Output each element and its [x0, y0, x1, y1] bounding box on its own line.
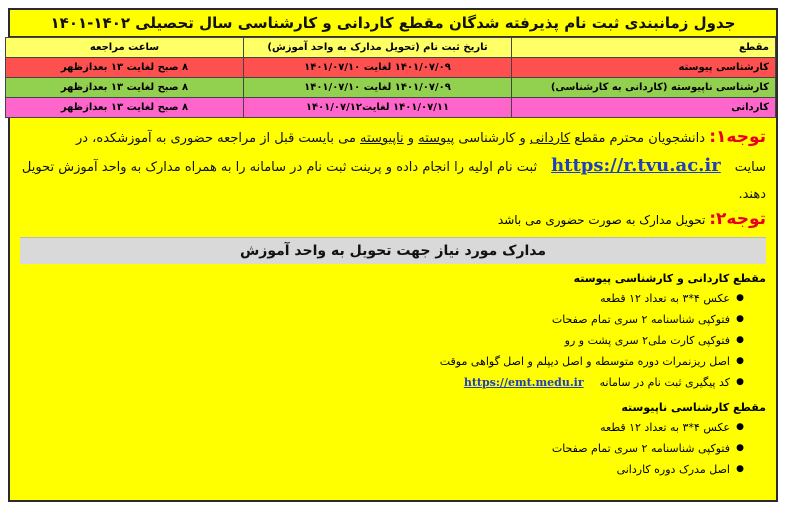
note-1-text: می بایست قبل از مراجعه حضوری به آموزشکده، در سایت	[75, 131, 766, 175]
schedule-notice	[8, 8, 778, 502]
table-row	[6, 58, 776, 78]
documents-list-2	[10, 417, 776, 480]
column-header-level: مقطع	[512, 38, 776, 58]
section-title-associate-and-continuous-bachelor: مقطع کاردانی و کارشناسی پیوسته	[573, 272, 766, 285]
note-1-underlined: پیوسته	[418, 131, 455, 146]
note-1-text: و	[403, 131, 419, 146]
bullet-icon: ●	[736, 464, 744, 474]
bullet-icon: ●	[736, 422, 744, 432]
list-item: ● اصل مدرک دوره کاردانی	[10, 459, 730, 480]
note-2	[10, 208, 776, 231]
note-1-text: و کارشناسی	[454, 131, 530, 146]
list-item: ● فتوکپی کارت ملی۲ سری پشت و رو	[10, 330, 730, 351]
dates-cell: ۱۴۰۱/۰۷/۱۱ لغایت۱۴۰۱/۰۷/۱۲	[244, 98, 512, 118]
documents-list-1	[10, 288, 776, 393]
list-item: ● عکس ۴*۳ به تعداد ۱۲ قطعه	[10, 417, 730, 438]
note-1-text: دانشجویان محترم مقطع	[570, 131, 710, 146]
note-2-label: توجه۲:	[709, 209, 766, 229]
level-cell: کارشناسی ناپیوسته (کاردانی به کارشناسی)	[512, 78, 776, 98]
note-1-label: توجه۱:	[709, 127, 766, 147]
list-item: ● کد پیگیری ثبت نام در سامانهhttps://emt.medu.ir	[10, 372, 730, 393]
list-item: ● فتوکپی شناسنامه ۲ سری تمام صفحات	[10, 309, 730, 330]
hours-cell: ۸ صبح لغایت ۱۳ بعدازظهر	[6, 58, 244, 78]
column-header-dates: تاریخ ثبت نام (تحویل مدارک به واحد آموزش)	[244, 38, 512, 58]
level-cell: کارشناسی پیوسته	[512, 58, 776, 78]
table-header-row	[6, 38, 776, 58]
bullet-icon: ●	[736, 293, 744, 303]
dates-cell: ۱۴۰۱/۰۷/۰۹ لغایت ۱۴۰۱/۰۷/۱۰	[244, 78, 512, 98]
schedule-table	[5, 37, 776, 118]
bullet-icon: ●	[736, 314, 744, 324]
list-item: ● اصل ریزنمرات دوره متوسطه و اصل دیپلم و اصل گواهی موقت	[10, 351, 730, 372]
note-1-underlined: ناپیوسته	[360, 131, 404, 146]
note-1	[10, 118, 776, 208]
emt-site-link[interactable]: https://emt.medu.ir	[463, 376, 584, 389]
page-title: جدول زمانبندی ثبت نام پذیرفته شدگان مقطع کاردانی و کارشناسی سال تحصیلی ۱۴۰۲-۱۴۰۱	[10, 10, 776, 37]
hours-cell: ۸ صبح لغایت ۱۳ بعدازظهر	[6, 78, 244, 98]
bullet-icon: ●	[736, 335, 744, 345]
hours-cell: ۸ صبح لغایت ۱۳ بعدازظهر	[6, 98, 244, 118]
bullet-icon: ●	[736, 356, 744, 366]
table-row	[6, 78, 776, 98]
level-cell: کاردانی	[512, 98, 776, 118]
list-item: ● فتوکپی شناسنامه ۲ سری تمام صفحات	[10, 438, 730, 459]
column-header-hours: ساعت مراجعه	[6, 38, 244, 58]
dates-cell: ۱۴۰۱/۰۷/۰۹ لغایت ۱۴۰۱/۰۷/۱۰	[244, 58, 512, 78]
bullet-icon: ●	[736, 443, 744, 453]
note-1-underlined: کاردانی	[529, 131, 571, 146]
note-2-text: تحویل مدارک به صورت حضوری می باشد	[497, 213, 710, 227]
table-row	[6, 98, 776, 118]
list-item: ● عکس ۴*۳ به تعداد ۱۲ قطعه	[10, 288, 730, 309]
section-title-discontinuous-bachelor: مقطع کارشناسی ناپیوسته	[621, 401, 766, 414]
registration-site-link[interactable]: https://r.tvu.ac.ir	[551, 155, 721, 176]
bullet-icon: ●	[736, 377, 744, 387]
note-1-text: ثبت نام اولیه را انجام داده و پرینت ثبت نام در سامانه را به همراه مدارک به واحد آموزش تحویل دهند.	[21, 160, 766, 202]
required-documents-banner: مدارک مورد نیاز جهت تحویل به واحد آموزش	[20, 237, 766, 264]
